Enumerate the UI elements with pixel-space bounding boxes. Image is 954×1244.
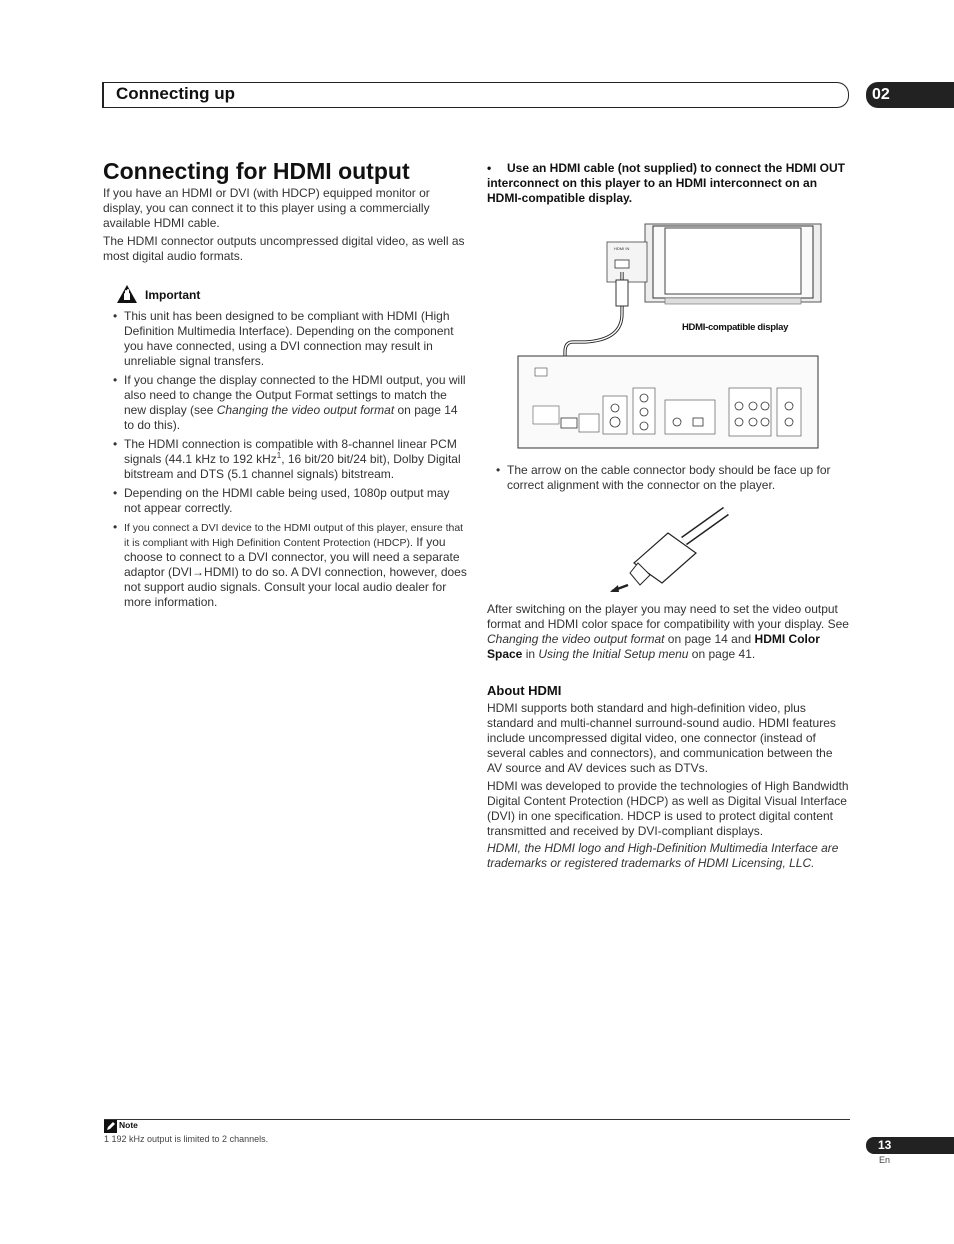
intro-paragraph: If you have an HDMI or DVI (with HDCP) equipped monitor or display, you can connect it to this player using a commercially available HDMI cable. (103, 186, 430, 230)
instruction-step (487, 161, 849, 206)
language-label: En (879, 1155, 891, 1165)
note-item (487, 463, 849, 493)
pencil-note-icon (104, 1120, 117, 1133)
important-item (104, 437, 468, 482)
hdmi-connection-diagram (515, 220, 825, 452)
important-item (104, 486, 468, 516)
important-list (104, 309, 468, 614)
important-item (104, 309, 468, 369)
section-title: Connecting up (116, 84, 235, 103)
hdmi-plug-illustration (608, 505, 738, 595)
page-title: Connecting for HDMI output (103, 158, 410, 184)
important-item-text: If you connect a DVI device to the HDMI output of this player, ensure that it is compliant with High Definition Content Protection (HDCP). (124, 522, 464, 549)
important-item-text: HDMI) to do so. A DVI connection, however, does not support audio signals. Consult your local audio dealer for more information. (124, 565, 467, 609)
hand-warning-icon (116, 284, 138, 304)
important-item (104, 520, 468, 610)
important-item-text: Depending on the HDMI cable being used, 1080p output may not appear correctly. (124, 486, 450, 515)
display-illustration (645, 224, 821, 304)
after-switching-paragraph (487, 602, 849, 662)
instruction-text: Use an HDMI cable (not supplied) to connect the HDMI OUT interconnect on this player to an HDMI interconnect on an HDMI-compatible display. (487, 161, 846, 205)
important-item-text: If you change the display connected to the HDMI output, you will also need to change the Output Format settings to match the new display (see (124, 373, 466, 417)
paragraph-text: on page 14 and (664, 632, 755, 646)
important-item-text: on page 14 to do this). (124, 403, 458, 432)
important-item-text: This unit has been designed to be compliant with HDMI (High Definition Multimedia Interface). Depending on the component you have connected, using a DVI connection may result in unreliable signal transfers. (124, 309, 454, 368)
cross-reference: Changing the video output format (216, 403, 395, 417)
about-paragraph-2: HDMI was developed to provide the technologies of High Bandwidth Digital Content Protection (HDCP) as well as Digital Visual Interface (DVI) in one specification. HDCP is used to protect digital content transmitted and received by DVI-compliant displays. (487, 779, 849, 838)
important-item-text: If you choose to connect to a DVI connector, you will need a separate adaptor (DVI (124, 535, 460, 579)
important-label: Important (145, 288, 201, 302)
menu-reference: HDMI Color Space (487, 632, 820, 661)
important-item (104, 373, 468, 433)
about-paragraph-1: HDMI supports both standard and high-definition video, plus standard and multi-channel surround-sound audio. HDMI features include uncompressed digital video, one connector (instead of several cables and connectors), and communication between the AV source and AV devices such as DTVs. (487, 701, 836, 775)
player-rear-panel (518, 356, 818, 448)
important-item-text: , 16 bit/20 bit/24 bit), Dolby Digital bitstream and DTS (5.1 channel signals) bitstream. (124, 452, 461, 481)
svg-text:HDMI IN: HDMI IN (614, 246, 630, 251)
page-number-tab: 13 (866, 1137, 954, 1154)
intro-paragraph-2: The HDMI connector outputs uncompressed digital video, as well as most digital audio formats. (103, 234, 465, 263)
paragraph-text: in (522, 647, 539, 661)
note-label: Note (119, 1120, 138, 1130)
important-item-text: The HDMI connection is compatible with 8-channel linear PCM signals (44.1 kHz to 192 kHz (124, 437, 457, 466)
note-item-text: The arrow on the cable connector body should be face up for correct alignment with the connector on the player. (507, 463, 831, 492)
bullet: • (487, 161, 492, 175)
paragraph-text: After switching on the player you may need to set the video output format and HDMI color space for compatibility with your display. See (487, 602, 849, 631)
footnote-marker: 1 (276, 451, 282, 460)
trademark-notice: HDMI, the HDMI logo and High-Definition Multimedia Interface are trademarks or registered trademarks of HDMI Licensing, LLC. (487, 841, 839, 870)
cross-reference: Changing the video output format (487, 632, 665, 646)
arrow-glyph: → (192, 565, 205, 579)
footnote-text: 1 192 kHz output is limited to 2 channels. (104, 1134, 269, 1144)
connector-note (487, 463, 849, 497)
chapter-number-tab: 02 (866, 82, 954, 108)
footnote-divider (104, 1119, 850, 1120)
paragraph-text: on page 41. (688, 647, 756, 661)
about-hdmi-heading: About HDMI (487, 683, 562, 698)
display-caption: HDMI-compatible display (682, 322, 789, 333)
cross-reference: Using the Initial Setup menu (538, 647, 689, 661)
